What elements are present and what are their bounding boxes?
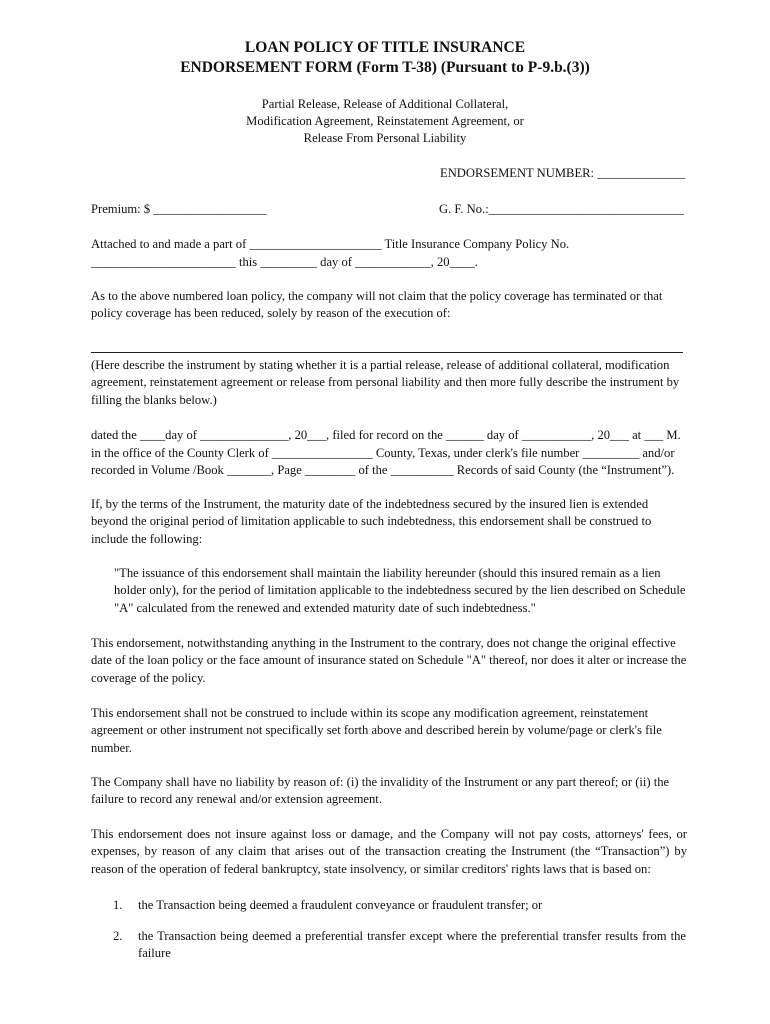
form-subtitle: ENDORSEMENT FORM (Form T-38) (Pursuant to P-9.b.(3)) xyxy=(180,59,590,76)
form-title: LOAN POLICY OF TITLE INSURANCE xyxy=(244,39,526,56)
paragraph-scope: This endorsement shall not be construed to include within its scope any modification agreement, reinstatement agreement or other instrument not specifically set forth above and described herein by volume/page or clerk's file number. xyxy=(91,706,662,755)
paragraph-maturity-extension: If, by the terms of the Instrument, the maturity date of the indebtedness secured by the insured lien is extended beyond the original period of limitation applicable to such indebtedness, this endorsement shall be construed to include the following: xyxy=(91,497,652,546)
gf-number-field[interactable]: G. F. No.:_______________________________ xyxy=(439,202,684,216)
endorsement-number-field[interactable]: ENDORSEMENT NUMBER: ______________ xyxy=(440,166,686,180)
endorsement-type-line-2: Modification Agreement, Reinstatement Agreement, or xyxy=(246,114,524,128)
endorsement-type-line-1: Partial Release, Release of Additional Collateral, xyxy=(261,97,509,111)
list-item-fraudulent-transfer: the Transaction being deemed a fraudulent conveyance or fraudulent transfer; or xyxy=(138,898,543,912)
endorsement-type-line-3: Release From Personal Liability xyxy=(303,131,467,145)
volume-page-line[interactable]: recorded in Volume /Book _______, Page ________ of the __________ Records of said County (the “Instrument”). xyxy=(91,463,675,477)
attached-date-line[interactable]: _______________________ this _________ day of ____________, 20____. xyxy=(91,255,478,269)
list-item-number: 1. xyxy=(113,898,123,912)
paragraph-describe-instrument: (Here describe the instrument by stating whether it is a partial release, release of additional collateral, modification agreement, reinstatement agreement or release from personal liability and then more fully describe the instrument by filling the blanks below.) xyxy=(91,358,680,407)
paragraph-effective-date: This endorsement, notwithstanding anything in the Instrument to the contrary, does not change the original effective date of the loan policy or the face amount of insurance stated on Schedule "A" thereof, nor does it alter or increase the coverage of the policy. xyxy=(91,636,687,685)
paragraph-insolvency: This endorsement does not insure against loss or damage, and the Company will not pay costs, attorneys' fees, or expenses, by reason of any claim that arises out of the transaction creating the Instrument (the “Transaction”) by reason of the operation of federal bankruptcy, state insolvency, or similar creditors' rights laws that is based on: xyxy=(91,827,687,876)
list-item-preferential-transfer: the Transaction being deemed a preferential transfer except where the preferential transfer results from the failure xyxy=(138,929,686,961)
premium-field[interactable]: Premium: $ __________________ xyxy=(91,202,267,216)
list-item-number: 2. xyxy=(113,929,123,943)
county-clerk-line[interactable]: in the office of the County Clerk of ________________ County, Texas, under clerk's file number _________ and/or xyxy=(91,446,675,460)
paragraph-coverage-claim: As to the above numbered loan policy, the company will not claim that the policy coverage has terminated or that policy coverage has been reduced, solely by reason of the execution of: xyxy=(91,289,663,321)
attached-policy-line[interactable]: Attached to and made a part of _____________________ Title Insurance Company Policy No. xyxy=(91,237,570,251)
dated-line[interactable]: dated the ____day of ______________, 20___, filed for record on the ______ day of ___________, 20___ at ___ M. xyxy=(91,428,681,442)
paragraph-liability: The Company shall have no liability by reason of: (i) the invalidity of the Instrument or any part thereof; or (ii) the failure to record any renewal and/or extension agreement. xyxy=(91,775,670,807)
quoted-provision: "The issuance of this endorsement shall maintain the liability hereunder (should this insured remain as a lien holder only), for the period of limitation applicable to the indebtedness secured by the lien described on Schedule "A" calculated from the renewed and extended maturity date of such indebtedness." xyxy=(114,566,686,615)
instrument-description-line[interactable] xyxy=(91,352,683,353)
